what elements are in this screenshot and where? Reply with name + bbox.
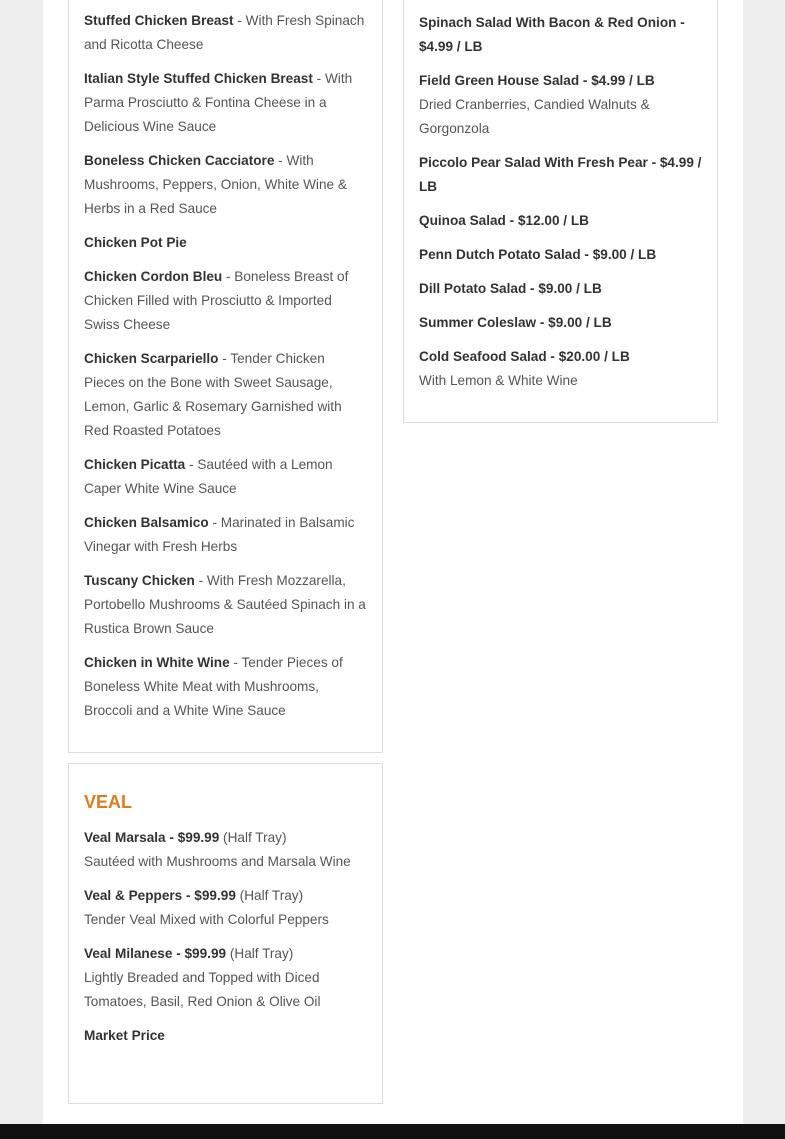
item-description: Sautéed with Mushrooms and Marsala Wine bbox=[84, 854, 351, 869]
item-description: - Tender Pieces of Boneless White Meat with Mushrooms, Broccoli and a White Wine Sauce bbox=[84, 655, 343, 718]
item-description: - Marinated in Balsamic Vinegar with Fresh Herbs bbox=[84, 515, 355, 554]
menu-item bbox=[84, 884, 368, 932]
item-description: Tender Veal Mixed with Colorful Peppers bbox=[84, 912, 329, 927]
menu-item bbox=[419, 277, 703, 301]
item-name: Quinoa Salad - $12.00 / LB bbox=[419, 213, 589, 228]
item-description: - With Fresh Mozzarella, Portobello Mushrooms & Sautéed Spinach in a Rustica Brown Sauce bbox=[84, 573, 366, 636]
item-name: Summer Coleslaw - $9.00 / LB bbox=[419, 315, 612, 330]
item-name: Cold Seafood Salad - $20.00 / LB bbox=[419, 349, 630, 364]
item-name: Chicken Balsamico bbox=[84, 515, 209, 530]
item-name: Chicken Pot Pie bbox=[84, 235, 187, 250]
item-name: Chicken Cordon Bleu bbox=[84, 269, 223, 284]
menu-item bbox=[419, 311, 703, 335]
item-size: (Half Tray) bbox=[226, 946, 294, 961]
item-description: - Tender Chicken Pieces on the Bone with Sweet Sausage, Lemon, Garlic & Rosemary Garnished with Red Roasted Potatoes bbox=[84, 351, 342, 438]
menu-item bbox=[419, 243, 703, 267]
item-name: Veal & Peppers - $99.99 bbox=[84, 888, 236, 903]
item-name: Piccolo Pear Salad With Fresh Pear - $4.99 / LB bbox=[419, 155, 702, 194]
item-name: Tuscany Chicken bbox=[84, 573, 195, 588]
item-name: Market Price bbox=[84, 1028, 165, 1043]
item-description: - Sautéed with a Lemon Caper White Wine Sauce bbox=[84, 457, 333, 496]
menu-item bbox=[84, 826, 368, 874]
menu-item bbox=[419, 11, 703, 59]
chicken-menu-card bbox=[68, 0, 383, 753]
item-description: - With Mushrooms, Peppers, Onion, White Wine & Herbs in a Red Sauce bbox=[84, 153, 347, 216]
veal-menu-card bbox=[68, 763, 383, 1104]
menu-item bbox=[84, 265, 368, 337]
item-name: Italian Style Stuffed Chicken Breast bbox=[84, 71, 313, 86]
item-name: Spinach Salad With Bacon & Red Onion - $4.99 / LB bbox=[419, 15, 685, 54]
item-name: Chicken in White Wine bbox=[84, 655, 230, 670]
item-name: Stuffed Chicken Breast bbox=[84, 13, 234, 28]
menu-item bbox=[84, 67, 368, 139]
menu-item bbox=[84, 149, 368, 221]
menu-item bbox=[84, 1024, 368, 1048]
item-name: Veal Milanese - $99.99 bbox=[84, 946, 227, 961]
menu-item bbox=[84, 569, 368, 641]
menu-item bbox=[419, 345, 703, 393]
item-description: Lightly Breaded and Topped with Diced Tomatoes, Basil, Red Onion & Olive Oil bbox=[84, 970, 321, 1009]
item-description: - With Parma Prosciutto & Fontina Cheese in a Delicious Wine Sauce bbox=[84, 71, 353, 134]
item-size: (Half Tray) bbox=[219, 830, 287, 845]
item-name: Chicken Picatta bbox=[84, 457, 186, 472]
menu-item bbox=[84, 347, 368, 443]
menu-item bbox=[84, 453, 368, 501]
section-title: VEAL bbox=[84, 792, 133, 812]
item-description: - With Fresh Spinach and Ricotta Cheese bbox=[84, 13, 365, 52]
item-size: (Half Tray) bbox=[235, 888, 304, 903]
item-name: Penn Dutch Potato Salad - $9.00 / LB bbox=[419, 247, 657, 262]
menu-item bbox=[84, 651, 368, 723]
menu-item bbox=[84, 231, 368, 255]
item-description: - Boneless Breast of Chicken Filled with Prosciutto & Imported Swiss Cheese bbox=[84, 269, 349, 332]
footer-bar bbox=[0, 1124, 785, 1139]
item-name: Dill Potato Salad - $9.00 / LB bbox=[419, 281, 602, 296]
menu-item bbox=[84, 511, 368, 559]
item-description: Dried Cranberries, Candied Walnuts & Gorgonzola bbox=[419, 97, 650, 136]
item-name: Veal Marsala - $99.99 bbox=[84, 830, 220, 845]
item-name: Field Green House Salad - $4.99 / LB bbox=[419, 73, 655, 88]
menu-item bbox=[84, 9, 368, 57]
menu-item bbox=[419, 151, 703, 199]
salads-menu-card bbox=[403, 0, 718, 423]
item-name: Boneless Chicken Cacciatore bbox=[84, 153, 275, 168]
item-name: Chicken Scarpariello bbox=[84, 351, 219, 366]
menu-item bbox=[419, 209, 703, 233]
menu-item bbox=[419, 69, 703, 141]
menu-item bbox=[84, 942, 368, 1014]
item-description: With Lemon & White Wine bbox=[419, 373, 578, 388]
